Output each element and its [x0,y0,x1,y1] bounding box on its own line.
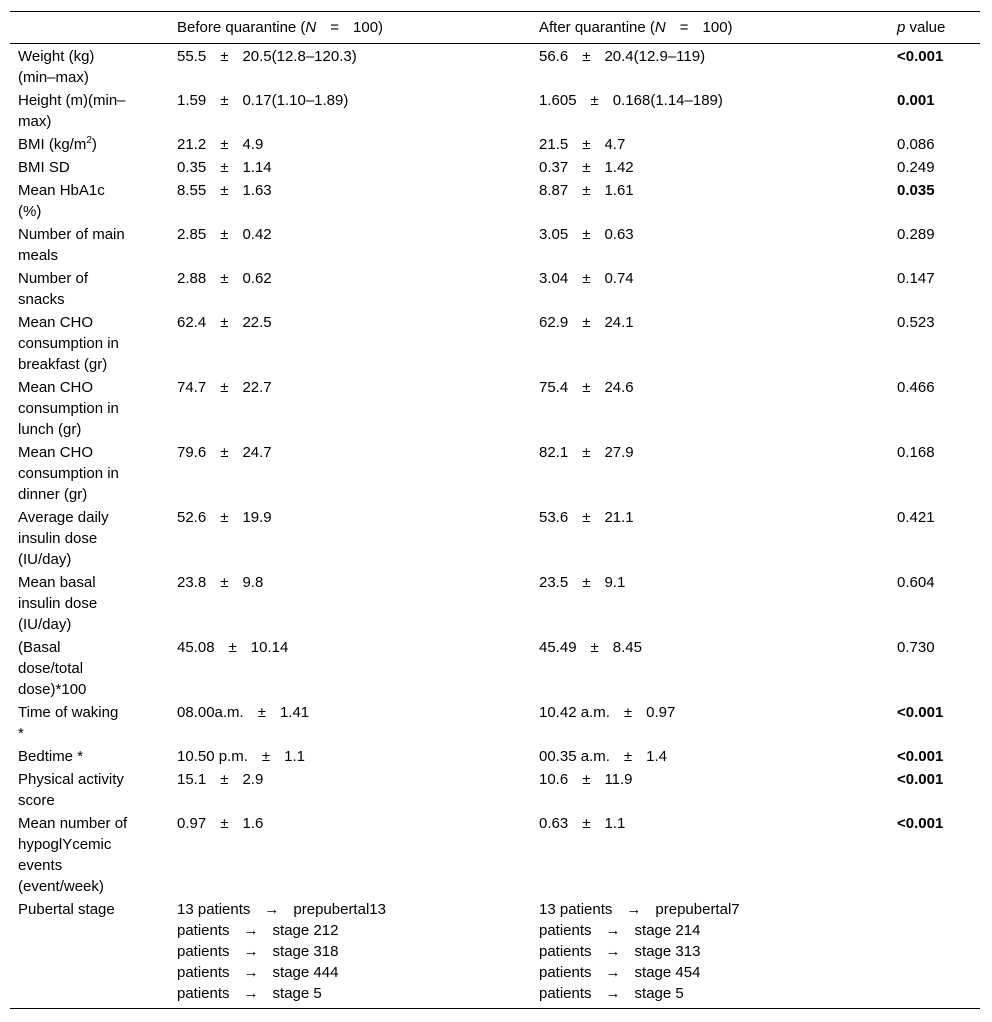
pubertal-count: patients [539,922,592,939]
header-before-eq: = [330,19,340,36]
pubertal-count: patients [177,985,230,1002]
after-plusminus: ± [623,704,633,721]
row-label: BMI SD [18,159,70,176]
before-sd: 19.9 [242,509,272,526]
cell-before [169,812,531,898]
row-label: Bedtime * [18,748,84,765]
header-p-value [889,12,980,44]
row-label-text: BMI (kg/m [18,136,87,153]
arrow-icon: → [243,964,259,981]
pubertal-stage: prepubertal13 [293,901,386,918]
before-sd: 24.7 [242,444,272,461]
table-body [10,44,980,1009]
before-sd: 20.5(12.8–120.3) [242,48,357,65]
cell-after [531,311,889,376]
arrow-icon: → [605,922,621,939]
row-label: Number of snacks [18,270,89,308]
cell-before [169,133,531,156]
arrow-icon: → [605,943,621,960]
after-sd: 1.42 [604,159,634,176]
before-plusminus: ± [220,136,229,153]
pubertal-line [177,920,527,941]
after-sd: 9.1 [604,574,626,591]
header-p: p [897,19,906,36]
before-sd: 1.1 [284,748,305,765]
table-row [10,44,980,90]
table-container [10,11,980,1009]
pubertal-count: patients [539,985,592,1002]
before-mean: 45.08 [177,639,215,656]
before-sd: 9.8 [242,574,264,591]
after-mean: 3.04 [539,270,569,287]
after-plusminus: ± [582,509,591,526]
pubertal-line [539,941,885,962]
after-sd: 27.9 [604,444,634,461]
cell-after [531,223,889,267]
cell-p-value: 0.604 [897,574,935,591]
table-row [10,267,980,311]
arrow-icon: → [243,922,259,939]
cell-p-value: 0.421 [897,509,935,526]
before-sd: 4.9 [242,136,264,153]
row-label: Average daily insulin dose (IU/day) [18,509,109,568]
pubertal-stage: stage 444 [272,964,339,981]
row-label: Mean number of hypoglYcemic events (event/week) [18,815,128,895]
pubertal-count: patients [539,943,592,960]
table-row [10,768,980,812]
row-label: Time of waking * [18,704,119,742]
before-plusminus: ± [220,159,229,176]
after-plusminus: ± [582,574,591,591]
cell-p-value: <0.001 [897,771,944,788]
cell-after [531,441,889,506]
header-row [10,12,980,44]
after-sd: 0.74 [604,270,634,287]
cell-p-value: 0.249 [897,159,935,176]
before-sd: 22.7 [242,379,272,396]
before-sd: 1.63 [242,182,272,199]
cell-before [169,376,531,441]
cell-p-value-empty [889,898,980,1009]
after-plusminus: ± [582,771,591,788]
before-mean: 21.2 [177,136,207,153]
cell-before [169,311,531,376]
cell-after [531,179,889,223]
row-label-text-end: ) [91,136,97,153]
table-row [10,701,980,745]
cell-p-value: <0.001 [897,704,944,721]
after-sd: 0.97 [646,704,676,721]
after-sd: 0.168(1.14–189) [612,92,723,109]
cell-p-value: 0.035 [897,182,935,199]
cell-before [169,89,531,133]
after-mean: 62.9 [539,314,569,331]
after-plusminus: ± [582,444,591,461]
cell-p-value: 0.147 [897,270,935,287]
cell-after [531,745,889,768]
pubertal-stage: stage 318 [272,943,339,960]
after-plusminus: ± [582,815,591,832]
header-before [169,12,531,44]
before-plusminus: ± [220,574,229,591]
before-mean: 08.00a.m. [177,704,244,721]
before-plusminus: ± [220,270,229,287]
table-row [10,156,980,179]
before-sd: 0.62 [242,270,272,287]
after-mean: 10.42 a.m. [539,704,610,721]
table-row [10,89,980,133]
cell-p-value: <0.001 [897,748,944,765]
after-mean: 00.35 a.m. [539,748,610,765]
before-sd: 0.42 [242,226,272,243]
pubertal-count: patients [539,964,592,981]
before-mean: 2.88 [177,270,207,287]
cell-before [169,506,531,571]
before-mean: 15.1 [177,771,207,788]
cell-before [169,768,531,812]
before-mean: 62.4 [177,314,207,331]
before-mean: 52.6 [177,509,207,526]
arrow-icon: → [626,901,642,918]
after-mean: 53.6 [539,509,569,526]
table-row [10,571,980,636]
cell-after [531,701,889,745]
before-sd: 0.17(1.10–1.89) [242,92,349,109]
header-blank [10,12,169,44]
row-label-superscript: 2 [86,135,92,146]
after-mean: 45.49 [539,639,577,656]
after-plusminus: ± [582,226,591,243]
after-plusminus: ± [582,314,591,331]
cell-before [169,156,531,179]
cell-p-value: 0.523 [897,314,935,331]
before-mean: 55.5 [177,48,207,65]
before-mean: 10.50 p.m. [177,748,248,765]
table-row [10,636,980,701]
header-after [531,12,889,44]
before-mean: 79.6 [177,444,207,461]
cell-after [531,571,889,636]
cell-after [531,768,889,812]
pubertal-line [177,899,527,920]
row-label: Physical activity score [18,771,124,809]
before-mean: 23.8 [177,574,207,591]
pubertal-line [539,920,885,941]
table-row [10,441,980,506]
pubertal-count: 13 patients [539,901,613,918]
pubertal-line [177,983,527,1004]
cell-after [531,812,889,898]
pubertal-count: patients [177,943,230,960]
header-after-eq: = [679,19,689,36]
cell-before [169,636,531,701]
before-plusminus: ± [228,639,237,656]
before-plusminus: ± [220,444,229,461]
cell-before [169,179,531,223]
cell-pubertal-before_lines [169,898,531,1009]
table-row [10,133,980,156]
cell-p-value: <0.001 [897,815,944,832]
before-sd: 22.5 [242,314,272,331]
cell-p-value: 0.289 [897,226,935,243]
cell-after [531,133,889,156]
after-mean: 0.63 [539,815,569,832]
pubertal-stage: stage 212 [272,922,339,939]
pubertal-line [177,962,527,983]
arrow-icon: → [264,901,280,918]
row-label: Pubertal stage [10,898,169,1009]
row-label: Mean basal insulin dose (IU/day) [18,574,98,633]
row-label: Mean CHO consumption in dinner (gr) [18,444,119,503]
after-mean: 56.6 [539,48,569,65]
cell-after [531,44,889,90]
data-table [10,11,980,1009]
before-plusminus: ± [220,92,229,109]
after-sd: 1.61 [604,182,634,199]
after-mean: 75.4 [539,379,569,396]
before-sd: 1.41 [279,704,310,721]
table-row [10,311,980,376]
row-label: Mean CHO consumption in breakfast (gr) [18,314,119,373]
arrow-icon: → [243,943,259,960]
arrow-icon: → [605,964,621,981]
after-sd: 24.1 [604,314,634,331]
after-sd: 0.63 [604,226,634,243]
table-row [10,506,980,571]
cell-p-value: 0.001 [897,92,935,109]
before-mean: 0.97 [177,815,207,832]
after-plusminus: ± [582,136,591,153]
after-plusminus: ± [590,639,599,656]
before-mean: 2.85 [177,226,207,243]
before-plusminus: ± [220,379,229,396]
cell-pubertal-after_lines [531,898,889,1009]
before-sd: 2.9 [242,771,264,788]
after-plusminus: ± [582,182,591,199]
cell-p-value: <0.001 [897,48,944,65]
pubertal-count: 13 patients [177,901,251,918]
pubertal-line [539,962,885,983]
after-sd: 20.4(12.9–119) [604,48,706,65]
row-label: Mean HbA1c (%) [18,182,105,220]
cell-before [169,223,531,267]
row-label: Height (m)(min– max) [18,92,126,130]
after-plusminus: ± [623,748,633,765]
before-sd: 1.6 [242,815,264,832]
before-plusminus: ± [220,815,229,832]
after-sd: 1.1 [604,815,626,832]
cell-after [531,89,889,133]
table-row [10,223,980,267]
cell-after [531,506,889,571]
after-sd: 24.6 [604,379,634,396]
table-row [10,179,980,223]
cell-before [169,745,531,768]
cell-before [169,44,531,90]
before-mean: 1.59 [177,92,207,109]
cell-after [531,267,889,311]
header-before-n: N [305,19,317,36]
arrow-icon: → [243,985,259,1002]
cell-p-value: 0.086 [897,136,935,153]
header-p-rest: value [905,19,946,36]
cell-before [169,701,531,745]
pubertal-count: patients [177,964,230,981]
after-mean: 8.87 [539,182,569,199]
table-row-pubertal [10,898,980,1009]
header-before-val: 100) [353,19,384,36]
cell-after [531,376,889,441]
after-plusminus: ± [582,48,591,65]
pubertal-stage: stage 5 [272,985,322,1002]
pubertal-stage: stage 214 [634,922,701,939]
cell-p-value: 0.730 [897,639,935,656]
after-mean: 1.605 [539,92,577,109]
before-plusminus: ± [220,226,229,243]
cell-before [169,267,531,311]
after-sd: 21.1 [604,509,634,526]
pubertal-line [539,899,885,920]
after-mean: 21.5 [539,136,569,153]
before-plusminus: ± [257,704,266,721]
after-mean: 3.05 [539,226,569,243]
after-mean: 82.1 [539,444,569,461]
after-mean: 10.6 [539,771,569,788]
cell-after [531,156,889,179]
table-row [10,376,980,441]
before-plusminus: ± [220,182,229,199]
row-label: (Basal dose/total dose)*100 [18,639,87,698]
header-after-text: After quarantine ( [539,19,655,36]
pubertal-line [177,941,527,962]
header-after-val: 100) [702,19,733,36]
before-plusminus: ± [220,771,229,788]
after-sd: 4.7 [604,136,626,153]
after-sd: 11.9 [604,771,633,788]
pubertal-stage: stage 313 [634,943,701,960]
pubertal-line [539,983,885,1004]
pubertal-stage: prepubertal7 [655,901,740,918]
before-mean: 0.35 [177,159,207,176]
header-before-text: Before quarantine ( [177,19,306,36]
cell-after [531,636,889,701]
cell-p-value: 0.168 [897,444,935,461]
pubertal-stage: stage 5 [634,985,684,1002]
arrow-icon: → [605,985,621,1002]
cell-before [169,571,531,636]
before-sd: 10.14 [250,639,289,656]
after-mean: 23.5 [539,574,569,591]
before-mean: 8.55 [177,182,207,199]
after-mean: 0.37 [539,159,569,176]
after-sd: 8.45 [612,639,642,656]
pubertal-stage: stage 454 [634,964,701,981]
row-label: Weight (kg) (min–max) [18,48,95,86]
cell-before [169,441,531,506]
before-mean: 74.7 [177,379,207,396]
row-label: Mean CHO consumption in lunch (gr) [18,379,119,438]
before-sd: 1.14 [242,159,272,176]
after-plusminus: ± [582,379,591,396]
cell-p-value: 0.466 [897,379,935,396]
row-label [10,133,169,156]
before-plusminus: ± [220,314,229,331]
table-row [10,745,980,768]
before-plusminus: ± [220,509,229,526]
row-label: Number of main meals [18,226,125,264]
pubertal-count: patients [177,922,230,939]
header-after-n: N [654,19,666,36]
after-sd: 1.4 [646,748,667,765]
after-plusminus: ± [590,92,599,109]
before-plusminus: ± [261,748,271,765]
after-plusminus: ± [582,270,591,287]
before-plusminus: ± [220,48,229,65]
table-row [10,812,980,898]
after-plusminus: ± [582,159,591,176]
